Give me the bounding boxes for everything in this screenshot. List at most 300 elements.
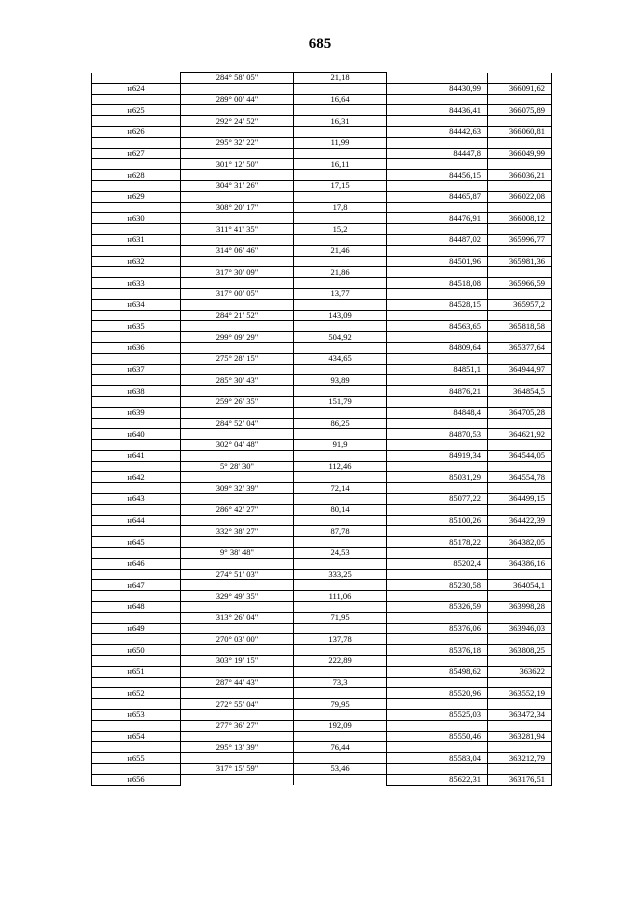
point-row	[92, 774, 552, 785]
y-coordinate-cell: 364944,97	[488, 364, 552, 375]
point-name-cell	[92, 634, 181, 645]
length-cell	[294, 774, 387, 785]
x-coordinate-cell: 84809,64	[387, 342, 488, 353]
length-cell	[294, 731, 387, 742]
segment-row	[92, 699, 552, 710]
x-coordinate-cell: 84430,99	[387, 83, 488, 94]
length-cell: 21,46	[294, 245, 387, 256]
length-cell: 86,25	[294, 418, 387, 429]
length-cell	[294, 278, 387, 289]
direction-angle-cell: 295° 32' 22"	[181, 137, 294, 148]
point-name-cell: н630	[92, 213, 181, 224]
point-name-cell: н645	[92, 537, 181, 548]
x-coordinate-cell	[387, 396, 488, 407]
direction-angle-cell: 292° 24' 52"	[181, 116, 294, 127]
segment-row	[92, 418, 552, 429]
point-name-cell: н633	[92, 278, 181, 289]
y-coordinate-cell	[488, 764, 552, 775]
segment-row	[92, 94, 552, 105]
x-coordinate-cell: 84563,65	[387, 321, 488, 332]
x-coordinate-cell: 84848,4	[387, 407, 488, 418]
direction-angle-cell: 286° 42' 27"	[181, 504, 294, 515]
y-coordinate-cell	[488, 461, 552, 472]
point-name-cell	[92, 396, 181, 407]
segment-row	[92, 720, 552, 731]
y-coordinate-cell: 363552,19	[488, 688, 552, 699]
x-coordinate-cell: 84436,41	[387, 105, 488, 116]
length-cell	[294, 213, 387, 224]
segment-row	[92, 288, 552, 299]
point-name-cell	[92, 656, 181, 667]
y-coordinate-cell: 363176,51	[488, 774, 552, 785]
x-coordinate-cell	[387, 310, 488, 321]
point-name-cell	[92, 742, 181, 753]
x-coordinate-cell	[387, 353, 488, 364]
length-cell: 21,18	[294, 73, 387, 84]
x-coordinate-cell	[387, 461, 488, 472]
point-name-cell	[92, 202, 181, 213]
direction-angle-cell	[181, 407, 294, 418]
length-cell: 143,09	[294, 310, 387, 321]
point-row	[92, 364, 552, 375]
y-coordinate-cell	[488, 526, 552, 537]
point-row	[92, 191, 552, 202]
point-name-cell: н637	[92, 364, 181, 375]
point-name-cell: н632	[92, 256, 181, 267]
x-coordinate-cell: 85525,03	[387, 710, 488, 721]
x-coordinate-cell: 85326,59	[387, 602, 488, 613]
point-row	[92, 148, 552, 159]
x-coordinate-cell	[387, 224, 488, 235]
direction-angle-cell	[181, 450, 294, 461]
segment-row	[92, 440, 552, 451]
point-name-cell: н642	[92, 472, 181, 483]
x-coordinate-cell: 84876,21	[387, 386, 488, 397]
point-row	[92, 602, 552, 613]
direction-angle-cell: 287° 44' 43"	[181, 677, 294, 688]
y-coordinate-cell	[488, 440, 552, 451]
y-coordinate-cell: 363212,79	[488, 753, 552, 764]
x-coordinate-cell: 84501,96	[387, 256, 488, 267]
length-cell	[294, 83, 387, 94]
point-row	[92, 558, 552, 569]
y-coordinate-cell	[488, 483, 552, 494]
point-name-cell: н624	[92, 83, 181, 94]
length-cell	[294, 645, 387, 656]
point-row	[92, 213, 552, 224]
point-row	[92, 731, 552, 742]
x-coordinate-cell	[387, 94, 488, 105]
direction-angle-cell	[181, 602, 294, 613]
segment-row	[92, 245, 552, 256]
x-coordinate-cell	[387, 159, 488, 170]
length-cell	[294, 710, 387, 721]
point-name-cell	[92, 483, 181, 494]
point-name-cell: н653	[92, 710, 181, 721]
point-name-cell	[92, 94, 181, 105]
y-coordinate-cell: 365957,2	[488, 299, 552, 310]
point-name-cell	[92, 764, 181, 775]
x-coordinate-cell: 85077,22	[387, 494, 488, 505]
direction-angle-cell	[181, 688, 294, 699]
direction-angle-cell: 301° 12' 50"	[181, 159, 294, 170]
y-coordinate-cell	[488, 375, 552, 386]
point-name-cell: н646	[92, 558, 181, 569]
point-name-cell: н629	[92, 191, 181, 202]
y-coordinate-cell	[488, 634, 552, 645]
direction-angle-cell: 314° 06' 46"	[181, 245, 294, 256]
point-row	[92, 494, 552, 505]
x-coordinate-cell	[387, 288, 488, 299]
point-name-cell: н636	[92, 342, 181, 353]
point-name-cell	[92, 288, 181, 299]
y-coordinate-cell: 364705,28	[488, 407, 552, 418]
point-row	[92, 342, 552, 353]
point-row	[92, 256, 552, 267]
x-coordinate-cell: 84518,08	[387, 278, 488, 289]
direction-angle-cell: 332° 38' 27"	[181, 526, 294, 537]
point-name-cell	[92, 137, 181, 148]
point-name-cell: н641	[92, 450, 181, 461]
length-cell	[294, 515, 387, 526]
point-row	[92, 321, 552, 332]
x-coordinate-cell	[387, 332, 488, 343]
point-row	[92, 170, 552, 181]
y-coordinate-cell: 363472,34	[488, 710, 552, 721]
point-name-cell	[92, 267, 181, 278]
x-coordinate-cell	[387, 202, 488, 213]
x-coordinate-cell: 85520,96	[387, 688, 488, 699]
point-row	[92, 580, 552, 591]
x-coordinate-cell	[387, 591, 488, 602]
direction-angle-cell: 259° 26' 35"	[181, 396, 294, 407]
length-cell	[294, 537, 387, 548]
point-name-cell	[92, 159, 181, 170]
y-coordinate-cell	[488, 569, 552, 580]
x-coordinate-cell: 85550,46	[387, 731, 488, 742]
x-coordinate-cell	[387, 764, 488, 775]
x-coordinate-cell	[387, 418, 488, 429]
point-name-cell	[92, 612, 181, 623]
direction-angle-cell: 9° 38' 48"	[181, 548, 294, 559]
length-cell	[294, 321, 387, 332]
y-coordinate-cell: 363808,25	[488, 645, 552, 656]
direction-angle-cell: 285° 30' 43"	[181, 375, 294, 386]
coordinates-table	[91, 72, 552, 786]
y-coordinate-cell	[488, 699, 552, 710]
point-row	[92, 407, 552, 418]
x-coordinate-cell: 85583,04	[387, 753, 488, 764]
direction-angle-cell: 5° 28' 30"	[181, 461, 294, 472]
page-number: 685	[308, 36, 332, 52]
point-name-cell	[92, 73, 181, 84]
x-coordinate-cell	[387, 612, 488, 623]
y-coordinate-cell: 366022,08	[488, 191, 552, 202]
x-coordinate-cell	[387, 699, 488, 710]
point-name-cell	[92, 224, 181, 235]
point-name-cell: н651	[92, 666, 181, 677]
direction-angle-cell	[181, 623, 294, 634]
y-coordinate-cell	[488, 548, 552, 559]
y-coordinate-cell: 364621,92	[488, 429, 552, 440]
x-coordinate-cell	[387, 483, 488, 494]
y-coordinate-cell: 364386,16	[488, 558, 552, 569]
length-cell: 17,8	[294, 202, 387, 213]
direction-angle-cell	[181, 256, 294, 267]
x-coordinate-cell: 84476,91	[387, 213, 488, 224]
length-cell: 72,14	[294, 483, 387, 494]
point-row	[92, 450, 552, 461]
direction-angle-cell	[181, 386, 294, 397]
point-name-cell: н644	[92, 515, 181, 526]
direction-angle-cell	[181, 299, 294, 310]
direction-angle-cell	[181, 429, 294, 440]
y-coordinate-cell	[488, 504, 552, 515]
point-name-cell	[92, 526, 181, 537]
point-name-cell: н639	[92, 407, 181, 418]
segment-row	[92, 202, 552, 213]
point-row	[92, 645, 552, 656]
x-coordinate-cell	[387, 504, 488, 515]
x-coordinate-cell: 84465,87	[387, 191, 488, 202]
y-coordinate-cell: 365996,77	[488, 234, 552, 245]
direction-angle-cell	[181, 105, 294, 116]
y-coordinate-cell	[488, 288, 552, 299]
segment-row	[92, 396, 552, 407]
y-coordinate-cell	[488, 137, 552, 148]
point-name-cell: н625	[92, 105, 181, 116]
direction-angle-cell: 295° 13' 39"	[181, 742, 294, 753]
segment-row	[92, 116, 552, 127]
x-coordinate-cell: 85230,58	[387, 580, 488, 591]
point-row	[92, 83, 552, 94]
y-coordinate-cell	[488, 116, 552, 127]
point-name-cell	[92, 245, 181, 256]
segment-row	[92, 461, 552, 472]
point-name-cell	[92, 375, 181, 386]
direction-angle-cell: 270° 03' 00"	[181, 634, 294, 645]
segment-row	[92, 504, 552, 515]
x-coordinate-cell: 84487,02	[387, 234, 488, 245]
x-coordinate-cell	[387, 267, 488, 278]
point-name-cell	[92, 461, 181, 472]
point-row	[92, 386, 552, 397]
x-coordinate-cell: 84919,34	[387, 450, 488, 461]
x-coordinate-cell: 85376,18	[387, 645, 488, 656]
length-cell: 13,77	[294, 288, 387, 299]
point-row	[92, 299, 552, 310]
x-coordinate-cell: 85178,22	[387, 537, 488, 548]
direction-angle-cell: 317° 30' 09"	[181, 267, 294, 278]
length-cell	[294, 688, 387, 699]
length-cell: 333,25	[294, 569, 387, 580]
point-name-cell	[92, 440, 181, 451]
point-name-cell	[92, 332, 181, 343]
y-coordinate-cell: 363281,94	[488, 731, 552, 742]
y-coordinate-cell: 366091,62	[488, 83, 552, 94]
y-coordinate-cell	[488, 73, 552, 84]
x-coordinate-cell: 84447,8	[387, 148, 488, 159]
point-name-cell	[92, 310, 181, 321]
y-coordinate-cell: 364544,05	[488, 450, 552, 461]
direction-angle-cell	[181, 126, 294, 137]
length-cell: 79,95	[294, 699, 387, 710]
length-cell: 16,31	[294, 116, 387, 127]
segment-row	[92, 677, 552, 688]
length-cell: 73,3	[294, 677, 387, 688]
direction-angle-cell: 309° 32' 39"	[181, 483, 294, 494]
y-coordinate-cell	[488, 94, 552, 105]
x-coordinate-cell: 84870,53	[387, 429, 488, 440]
y-coordinate-cell: 363946,03	[488, 623, 552, 634]
direction-angle-cell: 284° 21' 52"	[181, 310, 294, 321]
point-name-cell: н647	[92, 580, 181, 591]
x-coordinate-cell	[387, 375, 488, 386]
direction-angle-cell: 308° 20' 17"	[181, 202, 294, 213]
y-coordinate-cell: 364382,05	[488, 537, 552, 548]
x-coordinate-cell: 84442,63	[387, 126, 488, 137]
point-name-cell: н634	[92, 299, 181, 310]
direction-angle-cell: 275° 28' 15"	[181, 353, 294, 364]
y-coordinate-cell: 366049,99	[488, 148, 552, 159]
segment-row	[92, 73, 552, 84]
y-coordinate-cell: 365981,36	[488, 256, 552, 267]
direction-angle-cell	[181, 515, 294, 526]
x-coordinate-cell: 85202,4	[387, 558, 488, 569]
length-cell: 17,15	[294, 180, 387, 191]
length-cell	[294, 666, 387, 677]
point-name-cell	[92, 116, 181, 127]
point-row	[92, 472, 552, 483]
x-coordinate-cell	[387, 720, 488, 731]
length-cell: 80,14	[294, 504, 387, 515]
length-cell	[294, 407, 387, 418]
direction-angle-cell	[181, 234, 294, 245]
y-coordinate-cell	[488, 245, 552, 256]
y-coordinate-cell: 364422,39	[488, 515, 552, 526]
direction-angle-cell	[181, 364, 294, 375]
point-name-cell	[92, 720, 181, 731]
x-coordinate-cell: 84851,1	[387, 364, 488, 375]
direction-angle-cell: 274° 51' 03"	[181, 569, 294, 580]
segment-row	[92, 742, 552, 753]
point-name-cell: н640	[92, 429, 181, 440]
point-name-cell: н626	[92, 126, 181, 137]
y-coordinate-cell	[488, 677, 552, 688]
segment-row	[92, 353, 552, 364]
length-cell: 111,06	[294, 591, 387, 602]
segment-row	[92, 591, 552, 602]
length-cell	[294, 494, 387, 505]
y-coordinate-cell	[488, 159, 552, 170]
y-coordinate-cell	[488, 267, 552, 278]
segment-row	[92, 159, 552, 170]
y-coordinate-cell	[488, 418, 552, 429]
direction-angle-cell	[181, 83, 294, 94]
length-cell: 53,46	[294, 764, 387, 775]
y-coordinate-cell: 365818,58	[488, 321, 552, 332]
length-cell	[294, 450, 387, 461]
direction-angle-cell	[181, 148, 294, 159]
y-coordinate-cell	[488, 310, 552, 321]
direction-angle-cell: 284° 52' 04"	[181, 418, 294, 429]
length-cell	[294, 472, 387, 483]
x-coordinate-cell	[387, 548, 488, 559]
point-name-cell	[92, 677, 181, 688]
x-coordinate-cell	[387, 116, 488, 127]
direction-angle-cell: 272° 55' 04"	[181, 699, 294, 710]
segment-row	[92, 656, 552, 667]
y-coordinate-cell	[488, 353, 552, 364]
direction-angle-cell	[181, 558, 294, 569]
length-cell	[294, 105, 387, 116]
length-cell: 504,92	[294, 332, 387, 343]
x-coordinate-cell: 85031,29	[387, 472, 488, 483]
length-cell: 93,89	[294, 375, 387, 386]
y-coordinate-cell	[488, 612, 552, 623]
segment-row	[92, 180, 552, 191]
length-cell	[294, 558, 387, 569]
length-cell	[294, 386, 387, 397]
x-coordinate-cell	[387, 440, 488, 451]
segment-row	[92, 764, 552, 775]
direction-angle-cell	[181, 472, 294, 483]
x-coordinate-cell	[387, 73, 488, 84]
x-coordinate-cell	[387, 526, 488, 537]
point-row	[92, 688, 552, 699]
point-name-cell	[92, 699, 181, 710]
length-cell: 434,65	[294, 353, 387, 364]
direction-angle-cell: 289° 00' 44"	[181, 94, 294, 105]
y-coordinate-cell: 364054,1	[488, 580, 552, 591]
y-coordinate-cell	[488, 656, 552, 667]
x-coordinate-cell: 84528,15	[387, 299, 488, 310]
point-name-cell: н635	[92, 321, 181, 332]
length-cell	[294, 602, 387, 613]
segment-row	[92, 526, 552, 537]
x-coordinate-cell	[387, 634, 488, 645]
segment-row	[92, 224, 552, 235]
segment-row	[92, 634, 552, 645]
direction-angle-cell: 317° 00' 05"	[181, 288, 294, 299]
length-cell: 16,64	[294, 94, 387, 105]
point-row	[92, 515, 552, 526]
y-coordinate-cell: 364854,5	[488, 386, 552, 397]
direction-angle-cell: 329° 49' 35"	[181, 591, 294, 602]
length-cell: 87,78	[294, 526, 387, 537]
length-cell: 151,79	[294, 396, 387, 407]
y-coordinate-cell	[488, 332, 552, 343]
y-coordinate-cell: 366008,12	[488, 213, 552, 224]
x-coordinate-cell	[387, 656, 488, 667]
point-row	[92, 537, 552, 548]
length-cell	[294, 299, 387, 310]
direction-angle-cell: 284° 58' 05"	[181, 73, 294, 84]
length-cell: 112,46	[294, 461, 387, 472]
y-coordinate-cell	[488, 180, 552, 191]
direction-angle-cell	[181, 645, 294, 656]
length-cell: 15,2	[294, 224, 387, 235]
point-name-cell	[92, 548, 181, 559]
x-coordinate-cell: 85622,31	[387, 774, 488, 785]
y-coordinate-cell	[488, 720, 552, 731]
point-name-cell	[92, 569, 181, 580]
y-coordinate-cell: 365377,64	[488, 342, 552, 353]
point-name-cell: н648	[92, 602, 181, 613]
y-coordinate-cell	[488, 202, 552, 213]
direction-angle-cell	[181, 774, 294, 785]
point-row	[92, 234, 552, 245]
